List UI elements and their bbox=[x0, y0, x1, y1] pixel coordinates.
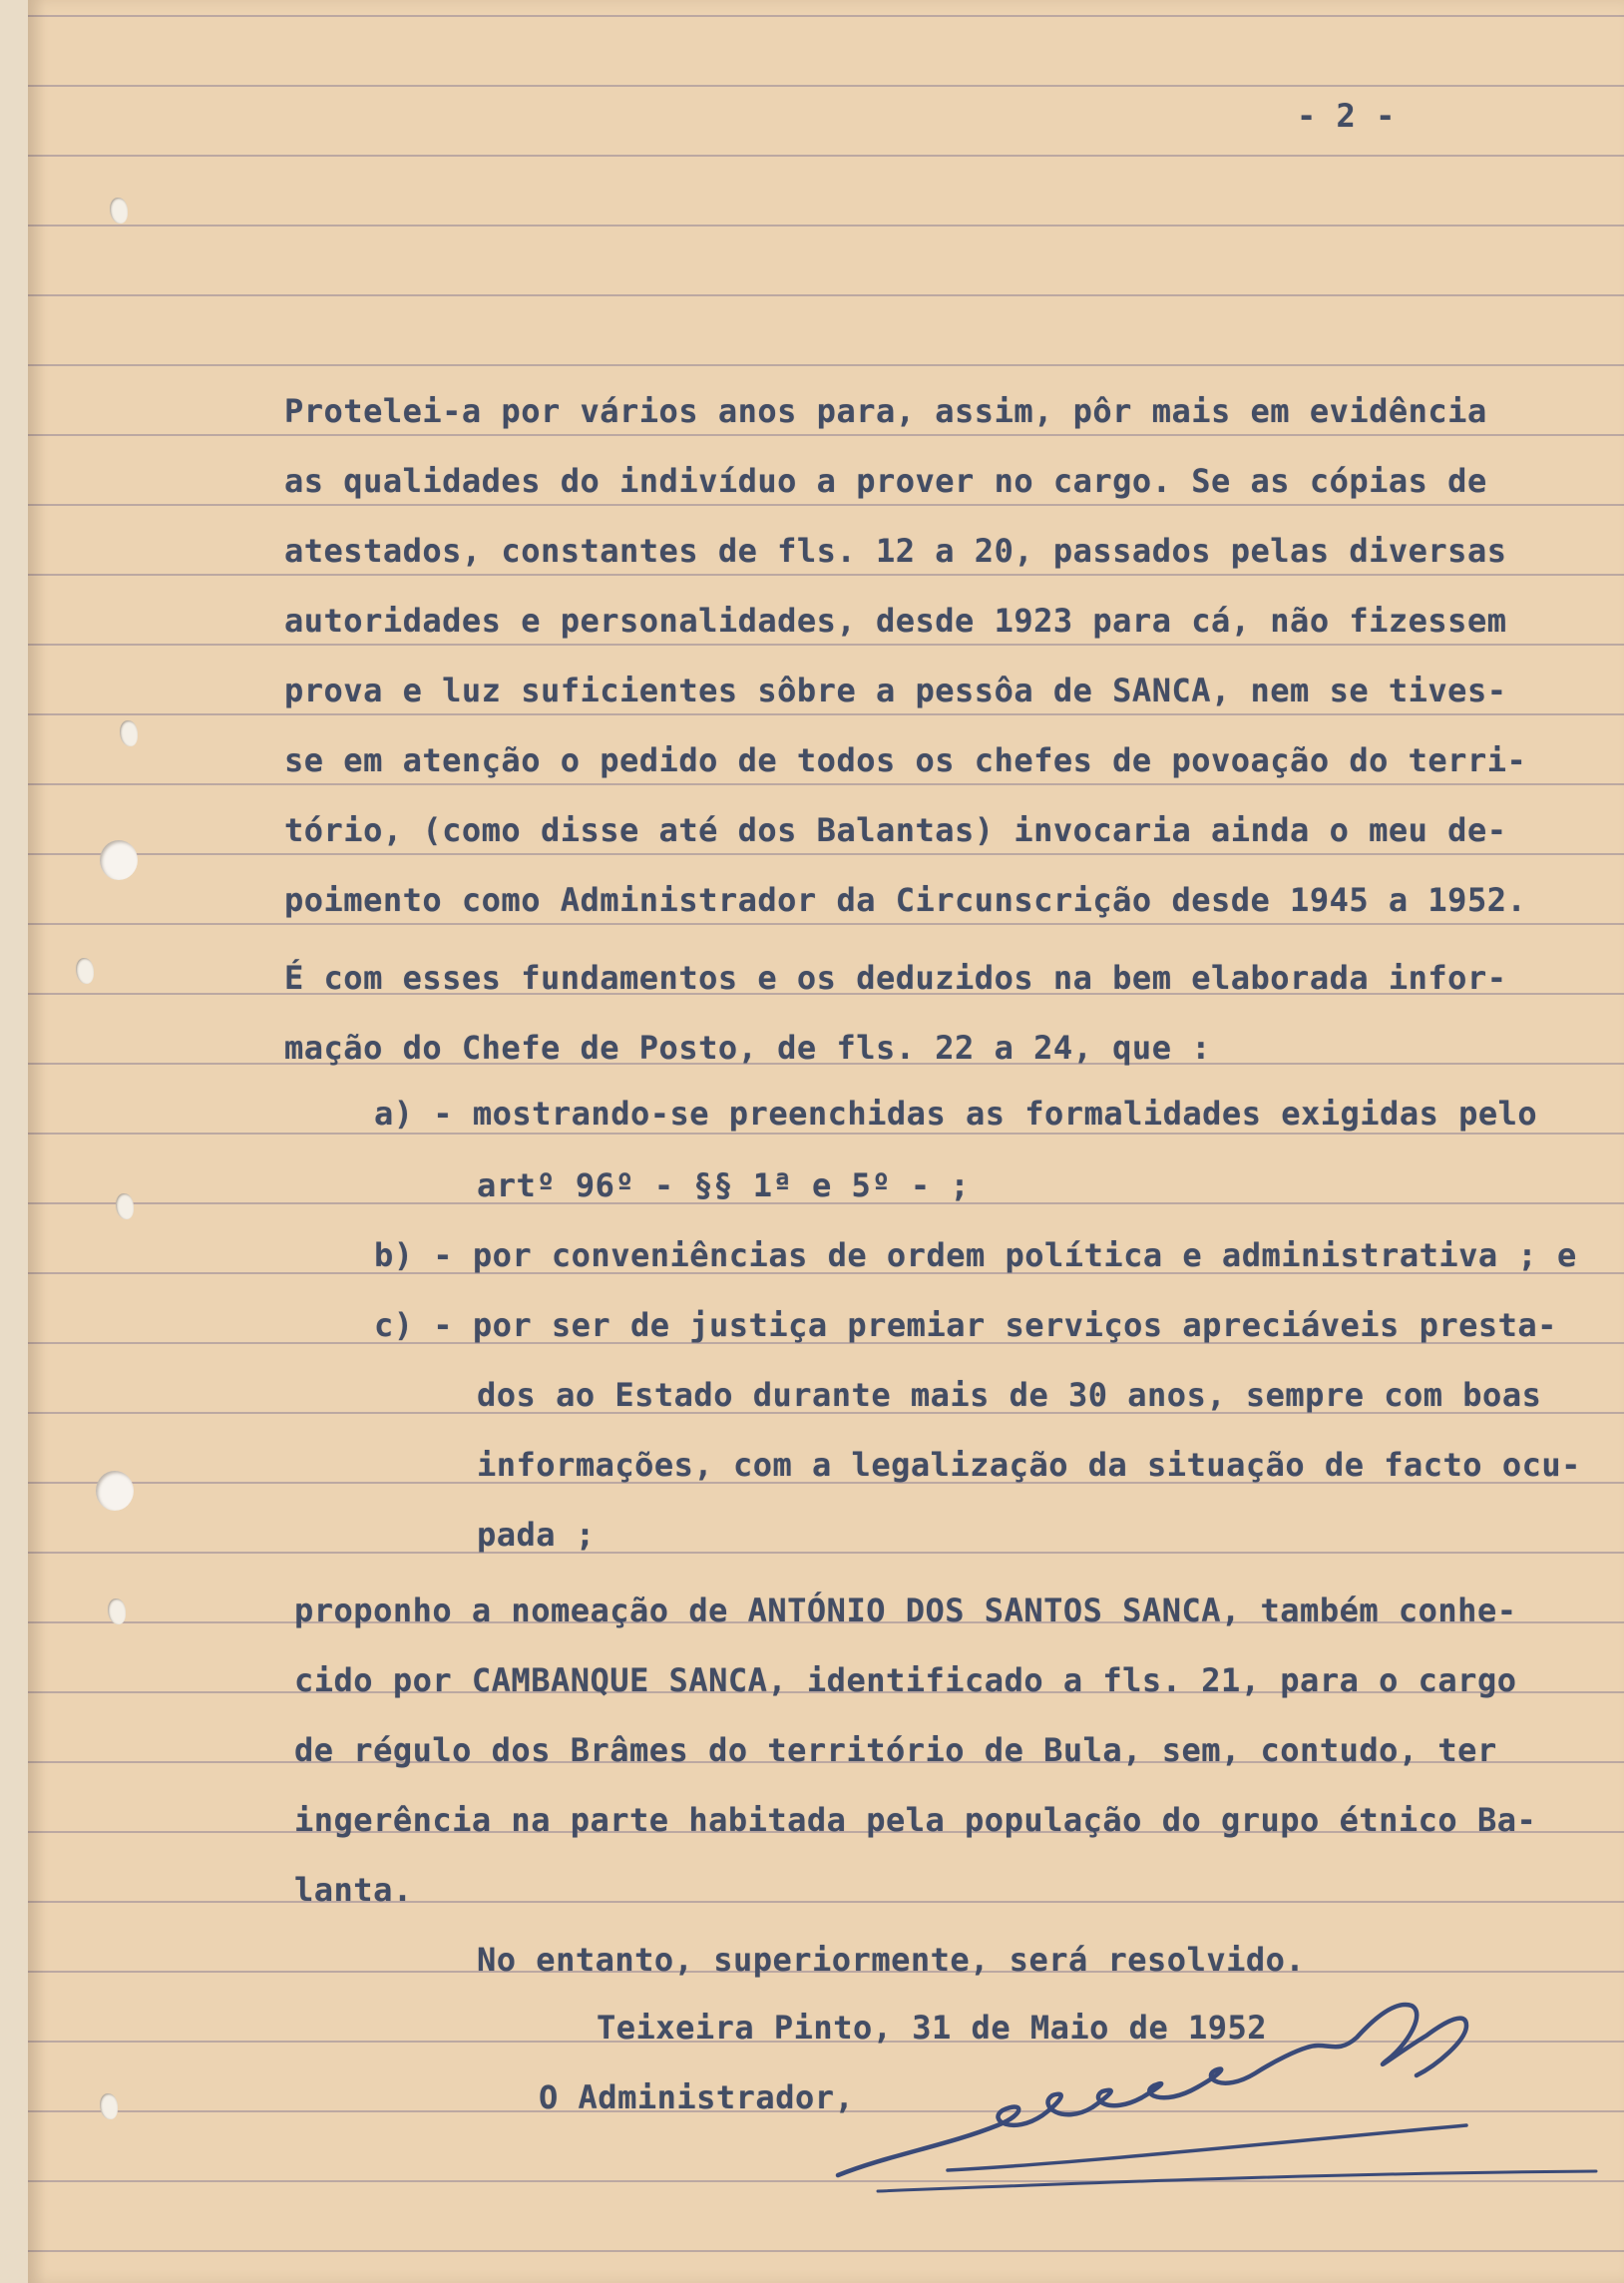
signature-underline bbox=[948, 2125, 1466, 2170]
page-number: - 2 - bbox=[1297, 97, 1396, 135]
list-item-a-line: artº 96º - §§ 1ª e 5º - ; bbox=[477, 1166, 971, 1204]
signature-stroke bbox=[838, 2005, 1466, 2175]
list-item-a-line: a) - mostrando-se preenchidas as formalidades exigidas pelo bbox=[374, 1095, 1538, 1133]
punch-hole bbox=[100, 840, 138, 880]
punch-tear bbox=[76, 958, 94, 984]
list-item-c-line: c) - por ser de justiça premiar serviços apreciáveis presta- bbox=[374, 1306, 1557, 1344]
signature-lower-rule bbox=[878, 2171, 1596, 2191]
proposal-line: cido por CAMBANQUE SANCA, identificado a fls. 21, para o cargo bbox=[294, 1661, 1517, 1699]
handwritten-signature bbox=[828, 1996, 1606, 2195]
proposal-line: ingerência na parte habitada pela população do grupo étnico Ba- bbox=[294, 1801, 1537, 1839]
list-item-c-line: pada ; bbox=[477, 1516, 596, 1554]
punch-tear bbox=[100, 2093, 118, 2119]
body-line: Protelei-a por vários anos para, assim, pôr mais em evidência bbox=[284, 392, 1487, 430]
place-and-date: Teixeira Pinto, 31 de Maio de 1952 bbox=[597, 2009, 1268, 2047]
punch-tear bbox=[108, 1598, 126, 1624]
proposal-line: lanta. bbox=[294, 1871, 413, 1909]
closing-remark: No entanto, superiormente, será resolvido. bbox=[477, 1941, 1306, 1979]
punch-tear bbox=[110, 198, 128, 224]
body-line: as qualidades do indivíduo a prover no cargo. Se as cópias de bbox=[284, 462, 1487, 500]
body-line: tório, (como disse até dos Balantas) invocaria ainda o meu de- bbox=[284, 811, 1507, 849]
body-line: atestados, constantes de fls. 12 a 20, passados pelas diversas bbox=[284, 532, 1507, 570]
punch-tear bbox=[116, 1193, 134, 1219]
punch-hole bbox=[96, 1471, 134, 1511]
list-item-b-line: b) - por conveniências de ordem política e administrativa ; e bbox=[374, 1236, 1577, 1274]
proposal-line: de régulo dos Brâmes do território de Bula, sem, contudo, ter bbox=[294, 1731, 1497, 1769]
body-line: mação do Chefe de Posto, de fls. 22 a 24, que : bbox=[284, 1029, 1211, 1067]
body-line: prova e luz suficientes sôbre a pessôa de SANCA, nem se tives- bbox=[284, 672, 1507, 709]
signatory-title: O Administrador, bbox=[539, 2078, 855, 2116]
body-line: poimento como Administrador da Circunscrição desde 1945 a 1952. bbox=[284, 881, 1527, 919]
body-line: se em atenção o pedido de todos os chefes de povoação do terri- bbox=[284, 741, 1527, 779]
body-line: É com esses fundamentos e os deduzidos na bem elaborada infor- bbox=[284, 959, 1507, 997]
list-item-c-line: informações, com a legalização da situação de facto ocu- bbox=[477, 1446, 1581, 1484]
body-line: autoridades e personalidades, desde 1923 para cá, não fizessem bbox=[284, 602, 1507, 640]
proposal-line: proponho a nomeação de ANTÓNIO DOS SANTOS SANCA, também conhe- bbox=[294, 1592, 1517, 1629]
punch-tear bbox=[120, 720, 138, 746]
list-item-c-line: dos ao Estado durante mais de 30 anos, sempre com boas bbox=[477, 1376, 1542, 1414]
